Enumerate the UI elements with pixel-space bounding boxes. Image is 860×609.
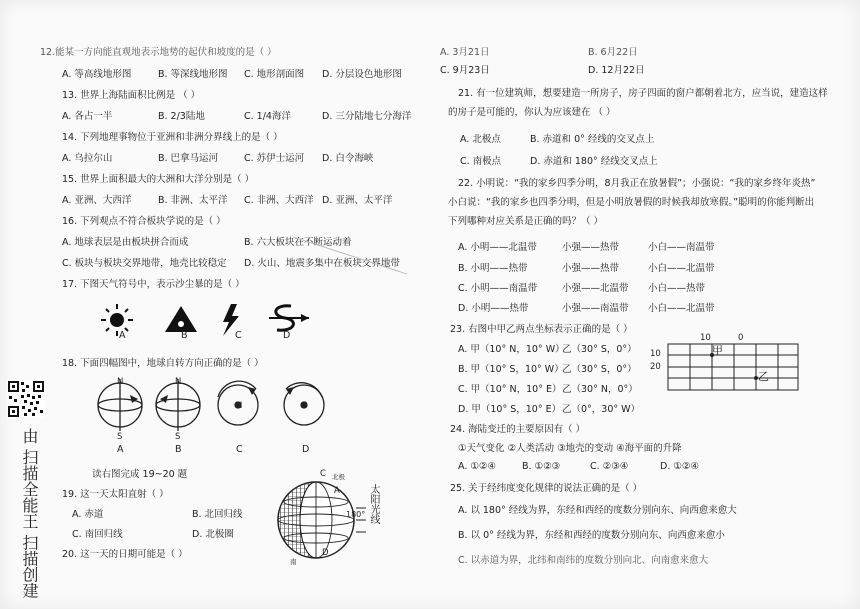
scanner-watermark-text: 由 扫描全能王 扫描创建 xyxy=(20,428,39,599)
q21-opt-d: D. 赤道和 180° 经线交叉点上 xyxy=(530,156,658,167)
q24-opt-c: C. ②③④ xyxy=(590,461,629,472)
q22-line1: 22. 小明说：“我的家乡四季分明，8月我正在放暑假”；小强说：“我的家乡终年炎热” xyxy=(458,178,816,189)
q23-a-jia: A. 甲（10° N，10° W） xyxy=(458,344,565,355)
q24-opt-b: B. ①②③ xyxy=(522,461,561,472)
q22-c-1: C. 小明——南温带 xyxy=(458,283,538,294)
q22-d-3: 小白——北温带 xyxy=(648,303,715,314)
grid-left-10: 10 xyxy=(650,349,661,359)
grid-top-0: 0 xyxy=(738,333,744,343)
q13-stem: 13. 世界上海陆面积比例是 （ ） xyxy=(62,90,201,101)
q14-opt-d: D. 白令海峡 xyxy=(322,153,374,164)
fig-label-180: 180° xyxy=(346,510,366,519)
q20-stem: 20. 这一天的日期可能是（ ） xyxy=(62,549,188,560)
q20-opt-c: C. 9月23日 xyxy=(440,65,490,76)
q17-stem: 17. 下图天气符号中，表示沙尘暴的是（ ） xyxy=(62,279,245,290)
q15-opt-d: D. 亚洲、太平洋 xyxy=(322,195,393,206)
fig-label-south: 南 xyxy=(290,558,297,566)
q12-opt-b: B. 等深线地形图 xyxy=(158,69,228,80)
q20-opt-b: B. 6月22日 xyxy=(588,47,638,58)
qr-code-icon xyxy=(7,380,45,418)
q19-opt-a: A. 赤道 xyxy=(72,509,104,520)
q22-line3: 下列哪种对应关系是正确的吗？（ ） xyxy=(448,216,604,227)
q25-opt-c: C. 以赤道为界，北纬和南纬的度数分别向北、向南愈来愈大 xyxy=(458,555,709,566)
q18-stem: 18. 下面四幅图中，地球自转方向正确的是（ ） xyxy=(62,358,264,369)
q22-d-2: 小强——南温带 xyxy=(562,303,629,314)
q19-opt-b: B. 北回归线 xyxy=(192,509,243,520)
grid-label-jia: 甲 xyxy=(712,344,723,357)
fig-label-d: D xyxy=(322,548,329,558)
q21-line1: 21. 有一位建筑师，想要建造一所房子，房子四面的窗户都朝着北方，应当说，建造这样 xyxy=(458,88,828,99)
q18-label-d: D xyxy=(302,444,310,455)
q20-opt-a: A. 3月21日 xyxy=(440,47,490,58)
q17-label-a: A xyxy=(119,330,126,341)
q21-opt-c: C. 南极点 xyxy=(460,156,502,167)
coordinate-grid xyxy=(664,338,802,394)
q23-c-yi: 乙（30° N，0°） xyxy=(562,384,638,395)
grid-left-20: 20 xyxy=(650,362,661,372)
fig-label-c: C xyxy=(320,469,326,479)
q13-opt-d: D. 三分陆地七分海洋 xyxy=(322,111,412,122)
q22-line2: 小白说：“我的家乡也四季分明，但是小明放暑假的时候我却放寒假。”聪明的你能判断出 xyxy=(448,197,815,208)
q18-label-a: A xyxy=(117,444,124,455)
q17-label-b: B xyxy=(181,330,188,341)
q23-stem: 23. 右图中甲乙两点坐标表示正确的是（ ） xyxy=(450,324,633,335)
globe-a-north: N xyxy=(117,377,124,387)
q19-opt-d: D. 北极圈 xyxy=(192,529,234,540)
q22-c-2: 小强——北温带 xyxy=(562,283,629,294)
q24-stem: 24. 海陆变迁的主要原因有（ ） xyxy=(450,424,586,435)
q21-opt-a: A. 北极点 xyxy=(460,134,501,145)
q20-opt-d: D. 12月22日 xyxy=(588,65,645,76)
grid-label-yi: 乙 xyxy=(758,370,769,383)
fig-label-sunlight: 太阳光线 xyxy=(368,484,379,524)
sun-symbol-icon xyxy=(101,304,133,336)
q12-opt-c: C. 地形剖面图 xyxy=(244,69,305,80)
q22-c-3: 小白——热带 xyxy=(648,283,706,294)
q22-a-3: 小白——南温带 xyxy=(648,242,715,253)
q17-label-c: C xyxy=(235,330,242,341)
q25-opt-a: A. 以 180° 经线为界，东经和西经的度数分别向东、向西愈来愈大 xyxy=(458,505,737,516)
q23-b-jia: B. 甲（10° S，10° W） xyxy=(458,364,564,375)
q16-opt-d: D. 火山、地震多集中在板块交界地带 xyxy=(244,258,400,269)
q22-d-1: D. 小明——热带 xyxy=(458,303,529,314)
q13-opt-a: A. 各占一半 xyxy=(62,111,113,122)
globe-b-south: S xyxy=(175,432,181,442)
weather-symbols xyxy=(95,298,315,346)
q13-opt-c: C. 1/4海洋 xyxy=(244,111,291,122)
q13-opt-b: B. 2/3陆地 xyxy=(158,111,205,122)
globe-c-north: N xyxy=(236,401,243,411)
q23-b-yi: 乙（30° S，0°） xyxy=(562,364,637,375)
q14-stem: 14. 下列地理事物位于亚洲和非洲分界线上的是（ ） xyxy=(62,132,283,143)
q25-stem: 25. 关于经纬度变化规律的说法正确的是（ ） xyxy=(450,483,643,494)
q23-a-yi: 乙（30° S，0°） xyxy=(562,344,637,355)
q19-opt-c: C. 南回归线 xyxy=(72,529,123,540)
q22-b-2: 小强——热带 xyxy=(562,263,620,274)
q19-stem: 19. 这一天太阳直射（ ） xyxy=(62,489,169,500)
globe-a-south: S xyxy=(117,432,123,442)
globe-d-south: S xyxy=(302,401,308,411)
q16-opt-a: A. 地球表层是由板块拼合而成 xyxy=(62,237,189,248)
q24-opt-d: D. ①②④ xyxy=(660,461,699,472)
q12-opt-d: D. 分层设色地形图 xyxy=(322,69,402,80)
q22-a-2: 小强——热带 xyxy=(562,242,620,253)
q18-label-c: C xyxy=(236,444,243,455)
q22-b-3: 小白——北温带 xyxy=(648,263,715,274)
q14-opt-c: C. 苏伊士运河 xyxy=(244,153,305,164)
q17-label-d: D xyxy=(283,330,291,341)
q15-opt-a: A. 亚洲、大西洋 xyxy=(62,195,132,206)
q21-opt-b: B. 赤道和 0° 经线的交叉点上 xyxy=(530,134,655,145)
q16-opt-c: C. 板块与板块交界地带，地壳比较稳定 xyxy=(62,258,227,269)
q12-stem: 12.能某一方向能直观地表示地势的起伏和坡度的是（ ） xyxy=(40,47,277,58)
q24-opt-a: A. ①②④ xyxy=(458,461,496,472)
q24-items: ①天气变化 ②人类活动 ③地壳的变动 ④海平面的升降 xyxy=(458,443,682,454)
fig-label-a: A xyxy=(334,486,340,496)
q14-opt-b: B. 巴拿马运河 xyxy=(158,153,219,164)
sandstorm-symbol-icon xyxy=(269,306,309,330)
fig-label-north: 北极 xyxy=(332,473,345,481)
globe-b-north: N xyxy=(175,377,182,387)
q15-opt-b: B. 非洲、太平洋 xyxy=(158,195,228,206)
q15-opt-c: C. 非洲、大西洋 xyxy=(244,195,314,206)
q14-opt-a: A. 乌拉尔山 xyxy=(62,153,113,164)
hail-symbol-icon xyxy=(165,306,197,332)
q16-stem: 16. 下列观点不符合板块学说的是（ ） xyxy=(62,216,226,227)
q22-a-1: A. 小明——北温带 xyxy=(458,242,537,253)
q25-opt-b: B. 以 0° 经线为界，东经和西经的度数分别向东、向西愈来愈小 xyxy=(458,530,725,541)
q23-c-jia: C. 甲（10° N，10° E） xyxy=(458,384,562,395)
q18-label-b: B xyxy=(175,444,182,455)
grid-top-10: 10 xyxy=(700,333,711,343)
q12-opt-a: A. 等高线地形图 xyxy=(62,69,132,80)
read-prompt: 读右图完成 19~20 题 xyxy=(92,469,188,480)
q16-opt-b: B. 六大板块在不断运动着 xyxy=(244,237,352,248)
q23-d-jia: D. 甲（10° S，10° E） xyxy=(458,404,562,415)
q15-stem: 15. 世界上面积最大的大洲和大洋分别是（ ） xyxy=(62,174,255,185)
q23-d-yi: 乙（0°，30° W） xyxy=(562,404,641,415)
q22-b-1: B. 小明——热带 xyxy=(458,263,528,274)
q21-line2: 的房子是可能的，你认为应该建在 （ ） xyxy=(448,107,616,118)
